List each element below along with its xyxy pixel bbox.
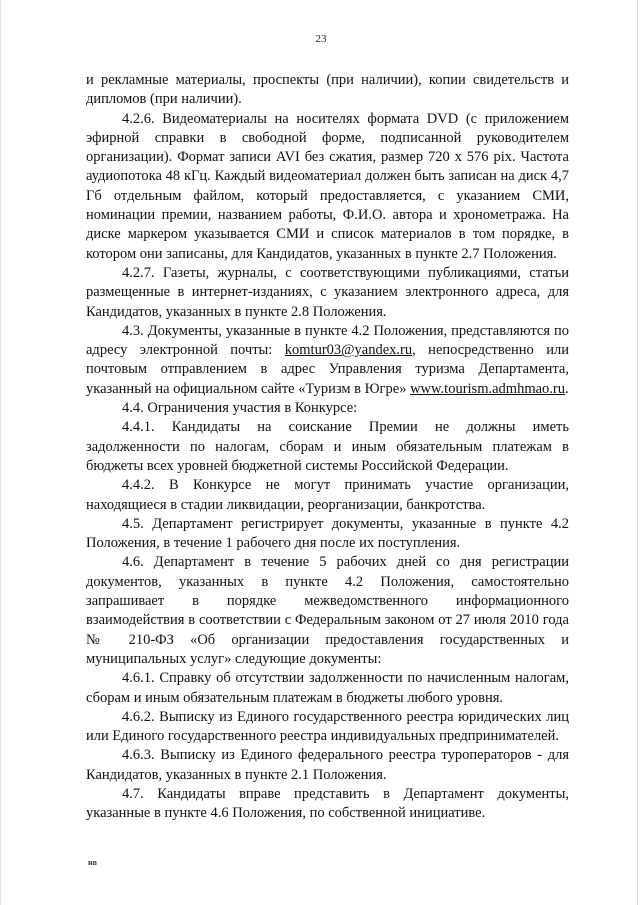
website-link[interactable]: www.tourism.admhmao.ru xyxy=(410,380,565,397)
page-number: 23 xyxy=(315,33,327,45)
paragraph-4-4: 4.4. Ограничения участия в Конкурсе: xyxy=(122,400,358,417)
paragraph-continuation: и рекламные материалы, проспекты (при наличии), копии свидетельств и дипломов (при наличии). xyxy=(86,72,569,108)
paragraph-4-4-1: 4.4.1. Кандидаты на соискание Премии не должны иметь задолженности по налогам, сборам и иным обязательным платежам в бюджеты всех уровней бюджетной системы Российской Федерации. xyxy=(86,419,569,474)
paragraph-4-3 xyxy=(86,322,569,399)
paragraph-4-7: 4.7. Кандидаты вправе представить в Департамент документы, указанные в пункте 4.6 Положения, по собственной инициативе. xyxy=(86,785,569,822)
paragraph-4-6-1: 4.6.1. Справку об отсутствии задолженности по начисленным налогам, сборам и иным обязательным платежам в бюджеты любого уровня. xyxy=(86,670,569,706)
paragraph-4-6: 4.6. Департамент в течение 5 рабочих дней со дня регистрации документов, указанных в пункте 4.2 Положения, самостоятельно запрашивает в порядке межведомственного информационного взаимодействия в соответствии с Федеральным законом от 27 июля 2010 года № 210-ФЗ «Об организации предоставления государственных и муниципальных услуг» следующие документы: xyxy=(86,554,569,667)
paragraph-4-3-text-1: 4.3. Документы, указанные в пункте 4.2 Положения, представляются по адресу электронной почты: xyxy=(86,322,569,359)
document-body xyxy=(86,71,569,824)
paragraph-4-3-text-3: . xyxy=(565,380,569,397)
paragraph-4-2-6: 4.2.6. Видеоматериалы на носителях формата DVD (с приложением эфирной справки в свободной форме, подписанной руководителем организации). Формат записи AVI без сжатия, размер 720 x 576 pix. Частота аудиопотока 48 кГц. Каждый видеоматериал должен быть записан на диск 4,7 Гб отдельным файлом, который предоставляется, с указанием СМИ, номинации премии, названием работы, Ф.И.О. автора и хронометража. На диске маркером указывается СМИ и список материалов в том порядке, в котором они записаны, для Кандидатов, указанных в пункте 2.7 Положения. xyxy=(86,110,569,262)
page-edge-line xyxy=(637,0,638,905)
paragraph-4-2-7: 4.2.7. Газеты, журналы, с соответствующими публикациями, статьи размещенные в интернет-изданиях, с указанием электронного адреса, для Кандидатов, указанных в пункте 2.8 Положения. xyxy=(86,264,569,320)
footer-initials: нв xyxy=(88,858,97,867)
paragraph-4-5: 4.5. Департамент регистрирует документы, указанные в пункте 4.2 Положения, в течение 1 рабочего дня после их поступления. xyxy=(86,515,569,552)
email-link[interactable]: komtur03@yandex.ru xyxy=(284,342,413,359)
paragraph-4-4-2: 4.4.2. В Конкурсе не могут принимать участие организации, находящиеся в стадии ликвидации, реорганизации, банкротства. xyxy=(86,477,569,513)
paragraph-4-6-3: 4.6.3. Выписку из Единого федерального реестра туроператоров - для Кандидатов, указанных в пункте 2.1 Положения. xyxy=(86,747,569,783)
paragraph-4-6-2: 4.6.2. Выписку из Единого государственного реестра юридических лиц или Единого государственного реестра индивидуальных предпринимателей. xyxy=(86,708,569,745)
paragraph-4-3-text-2: , непосредственно или почтовым отправлением в адрес Управления туризма Департамента, указанный на официальном сайте «Туризм в Югре» xyxy=(86,342,570,397)
